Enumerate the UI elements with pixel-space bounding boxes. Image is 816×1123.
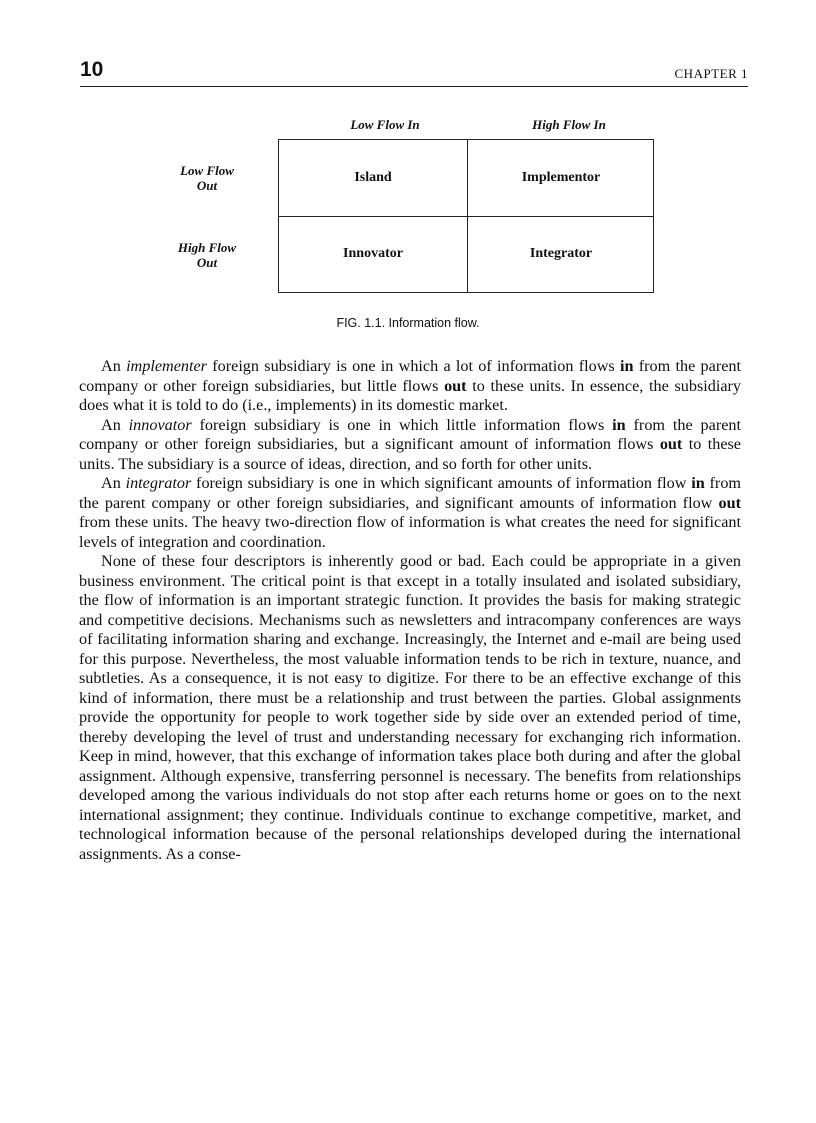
term-implementer: implementer (126, 357, 207, 375)
chapter-label: CHAPTER 1 (674, 66, 748, 81)
emphasis-out: out (718, 493, 741, 512)
text-run: An (101, 474, 126, 492)
cell-island: Island (354, 170, 392, 185)
term-innovator: innovator (128, 415, 192, 434)
row-label-line: Low Flow (180, 163, 234, 178)
column-label-low-flow-in: Low Flow In (350, 117, 420, 132)
emphasis-in: in (619, 357, 634, 375)
paragraph-innovator (79, 416, 741, 475)
text-run: to these units. The subsidiary is a source of ideas, direction, and so forth for other units. (79, 435, 741, 473)
page-header (80, 58, 748, 87)
text-run: foreign subsidiary is one in which a lot of information flows (206, 357, 620, 375)
row-label-line: Out (196, 255, 218, 270)
body-text (79, 357, 741, 864)
text-run: foreign subsidiary is one in which significant amounts of information flow (191, 474, 692, 492)
text-run: An (101, 415, 129, 434)
term-integrator: integrator (125, 474, 192, 492)
text-run: to these units. In essence, the subsidiary does what it is told to do (i.e., implements) in its domestic market. (79, 376, 741, 414)
text-run: from these units. The heavy two-direction flow of information is what creates the need for significant levels of integration and coordination. (79, 513, 741, 551)
text-run: from the parent company or other foreign subsidiaries, but a significant amount of information flows (79, 415, 741, 453)
flow-matrix (278, 139, 654, 293)
cell-implementor: Implementor (521, 170, 601, 185)
page-number: 10 (80, 58, 104, 81)
row-label-low-flow-out (152, 163, 262, 193)
emphasis-out: out (659, 435, 683, 453)
text-run: An (101, 357, 127, 375)
emphasis-out: out (444, 376, 467, 395)
paragraph-implementer (79, 357, 741, 416)
column-label-high-flow-in: High Flow In (532, 117, 606, 132)
figure-caption: FIG. 1.1. Information flow. (336, 316, 480, 330)
paragraph-integrator (79, 474, 741, 552)
paragraph-descriptors: None of these four descriptors is inherently good or bad. Each could be appropriate in a given business environment. The critical point is that except in a totally insulated and isolated subsidiary, the flow of information is an important strategic function. It provides the basis for making strategic and competitive decisions. Mechanisms such as newsletters and intracompany conferences are ways of facilitating information sharing and exchange. Increasingly, the Internet and e-mail are being used for this purpose. Nevertheless, the most valuable information tends to be rich in texture, nuance, and subtleties. As a consequence, it is not easy to digitize. For there to be an effective exchange of this kind of information, there must be a relationship and trust between the parties. Global assignments provide the opportunity for people to work together side by side over an extended period of time, thereby developing the level of trust and understanding necessary for exchanging rich information. Keep in mind, however, that this exchange of information takes place both during and after the global assignment. Although expensive, transferring personnel is necessary. The benefits from relationships developed among the various individuals do not stop after each returns home or goes on to the next international assignment; they continue. Individuals continue to exchange competitive, market, and technological information because of the personal relationships developed during the international assignments. As a conse- (79, 552, 741, 863)
text-run: foreign subsidiary is one in which little information flows (191, 415, 613, 434)
row-label-line: Out (196, 178, 218, 193)
cell-integrator: Integrator (529, 246, 593, 261)
text-run: from the parent company or other foreign subsidiaries, but little flows (79, 357, 741, 395)
row-label-high-flow-out (152, 240, 262, 270)
row-label-line: High Flow (177, 240, 237, 255)
text-run: from the parent company or other foreign subsidiaries, and significant amounts of information flow (79, 474, 741, 512)
emphasis-in: in (612, 415, 626, 434)
cell-innovator: Innovator (343, 246, 403, 261)
emphasis-in: in (691, 474, 705, 492)
